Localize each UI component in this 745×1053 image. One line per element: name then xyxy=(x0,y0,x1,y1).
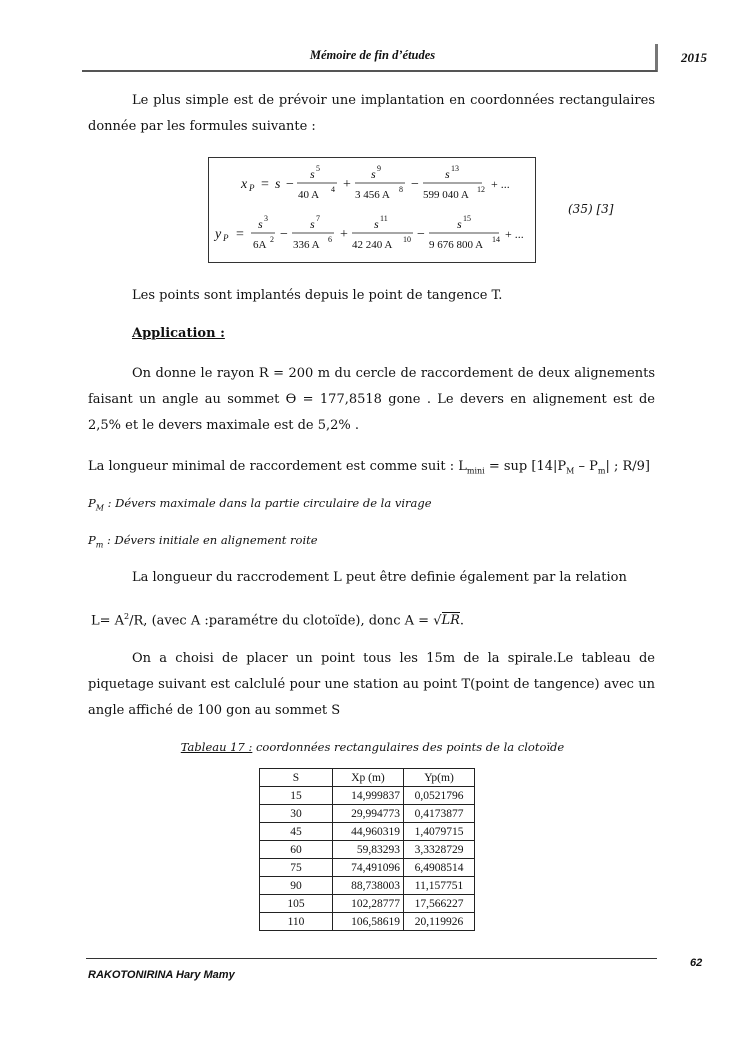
svg-text:s: s xyxy=(371,167,376,181)
svg-text:6A: 6A xyxy=(253,239,267,251)
svg-text:13: 13 xyxy=(451,164,459,173)
application-title: Application : xyxy=(132,326,225,341)
svg-text:6: 6 xyxy=(328,235,332,244)
svg-text:15: 15 xyxy=(463,214,471,223)
svg-text:=: = xyxy=(236,227,244,242)
paragraph-lmini: La longueur minimal de raccordement est comme suit : $L_{mini}$ = sup [$14|P_M - P_m|$ ; R/9] xyxy=(88,459,650,476)
svg-text:s: s xyxy=(275,177,281,192)
svg-text:+ ...: + ... xyxy=(505,227,524,241)
svg-text:s: s xyxy=(457,217,462,231)
paragraph-intro: Le plus simple est de prévoir une implantation en coordonnées rectangulaires donnée par les formules suivante : xyxy=(88,93,655,134)
svg-text:10: 10 xyxy=(403,235,411,244)
svg-text:9: 9 xyxy=(377,164,381,173)
svg-text:14: 14 xyxy=(492,235,500,244)
col-header-xp: Xp (m) xyxy=(333,769,404,787)
svg-text:s: s xyxy=(310,217,315,231)
svg-text:7: 7 xyxy=(316,214,320,223)
svg-text:12: 12 xyxy=(477,185,485,194)
svg-text:+: + xyxy=(340,227,348,242)
table-row: 110 106,58619 20,119926 xyxy=(260,913,475,931)
header-year: 2015 xyxy=(681,50,707,65)
svg-text:s: s xyxy=(310,167,315,181)
paragraph-points: Les points sont implantés depuis le point de tangence T. xyxy=(132,288,503,303)
page-number: 62 xyxy=(690,957,703,969)
svg-text:599 040 A: 599 040 A xyxy=(423,189,469,201)
svg-text:s: s xyxy=(258,217,263,231)
svg-text:y: y xyxy=(215,227,222,242)
svg-text:P: P xyxy=(249,183,255,193)
svg-text:−: − xyxy=(280,227,288,242)
header-title: Mémoire de fin d’études xyxy=(309,48,436,62)
formula-yp xyxy=(213,214,524,251)
table-row: 30 29,994773 0,4173877 xyxy=(260,805,475,823)
svg-text:8: 8 xyxy=(399,185,403,194)
table-row: 15 14,999837 0,0521796 xyxy=(260,787,475,805)
paragraph-stakeout: On a choisi de placer un point tous les 15m de la spirale.Le tableau de piquetage suivant est calclulé pour une station au point T(point de tangence) avec un angle affiché de 100 gon au sommet S xyxy=(88,651,655,718)
col-header-yp: Yp(m) xyxy=(404,769,475,787)
table-row: 60 59,83293 3,3328729 xyxy=(260,841,475,859)
formula-box xyxy=(208,157,536,263)
svg-text:336 A: 336 A xyxy=(293,239,320,251)
svg-text:P: P xyxy=(223,233,229,243)
application-heading xyxy=(88,321,655,347)
svg-text:5: 5 xyxy=(316,164,320,173)
table-caption: Tableau 17 : coordonnées rectangulaires des points de la clotoïde xyxy=(180,740,565,754)
svg-text:4: 4 xyxy=(331,185,335,194)
svg-text:11: 11 xyxy=(380,214,388,223)
svg-text:s: s xyxy=(374,217,379,231)
paragraph-length: La longueur du raccrodement L peut être definie également par la relation xyxy=(132,570,627,585)
svg-text:3 456 A: 3 456 A xyxy=(355,189,390,201)
svg-text:2: 2 xyxy=(270,235,274,244)
svg-text:−: − xyxy=(417,227,425,242)
footer-author: RAKOTONIRINA Hary Mamy xyxy=(88,969,235,981)
footer-rule xyxy=(86,958,657,959)
svg-text:42 240 A: 42 240 A xyxy=(352,239,393,251)
svg-text:s: s xyxy=(445,167,450,181)
svg-text:+ ...: + ... xyxy=(491,177,510,191)
paragraph-relation: $L= A^2/R$, (avec A :paramétre du clotoïde), donc A = √LR. xyxy=(91,612,465,629)
coordinates-table xyxy=(259,768,475,931)
table-row: 75 74,491096 6,4908514 xyxy=(260,859,475,877)
svg-text:3: 3 xyxy=(264,214,268,223)
svg-text:9 676 800 A: 9 676 800 A xyxy=(429,239,484,251)
table-row: 90 88,738003 11,157751 xyxy=(260,877,475,895)
formula-xp xyxy=(240,164,510,201)
table-row: 105 102,28777 17,566227 xyxy=(260,895,475,913)
header-rule xyxy=(82,70,657,72)
svg-text:−: − xyxy=(286,177,294,192)
definition-pm-initial: $P_m$ : Dévers initiale en alignement roite xyxy=(88,533,318,550)
svg-text:x: x xyxy=(241,177,248,192)
header-divider-vertical xyxy=(655,44,658,72)
definition-pm-max: $P_M$ : Dévers maximale dans la partie circulaire de la virage xyxy=(88,496,432,513)
equation-number: (35) [3] xyxy=(568,202,614,216)
svg-text:40 A: 40 A xyxy=(298,189,320,201)
paragraph-data: On donne le rayon R = 200 m du cercle de raccordement de deux alignements faisant un angle au sommet ϴ = 177,8518 gone . Le devers en alignement est de 2,5% et le devers maximale est de 5,2% . xyxy=(88,366,655,433)
svg-text:−: − xyxy=(411,177,419,192)
col-header-s: S xyxy=(260,769,333,787)
table-row: 45 44,960319 1,4079715 xyxy=(260,823,475,841)
svg-text:=: = xyxy=(261,177,269,192)
svg-text:+: + xyxy=(343,177,351,192)
table-header-row xyxy=(260,769,475,787)
